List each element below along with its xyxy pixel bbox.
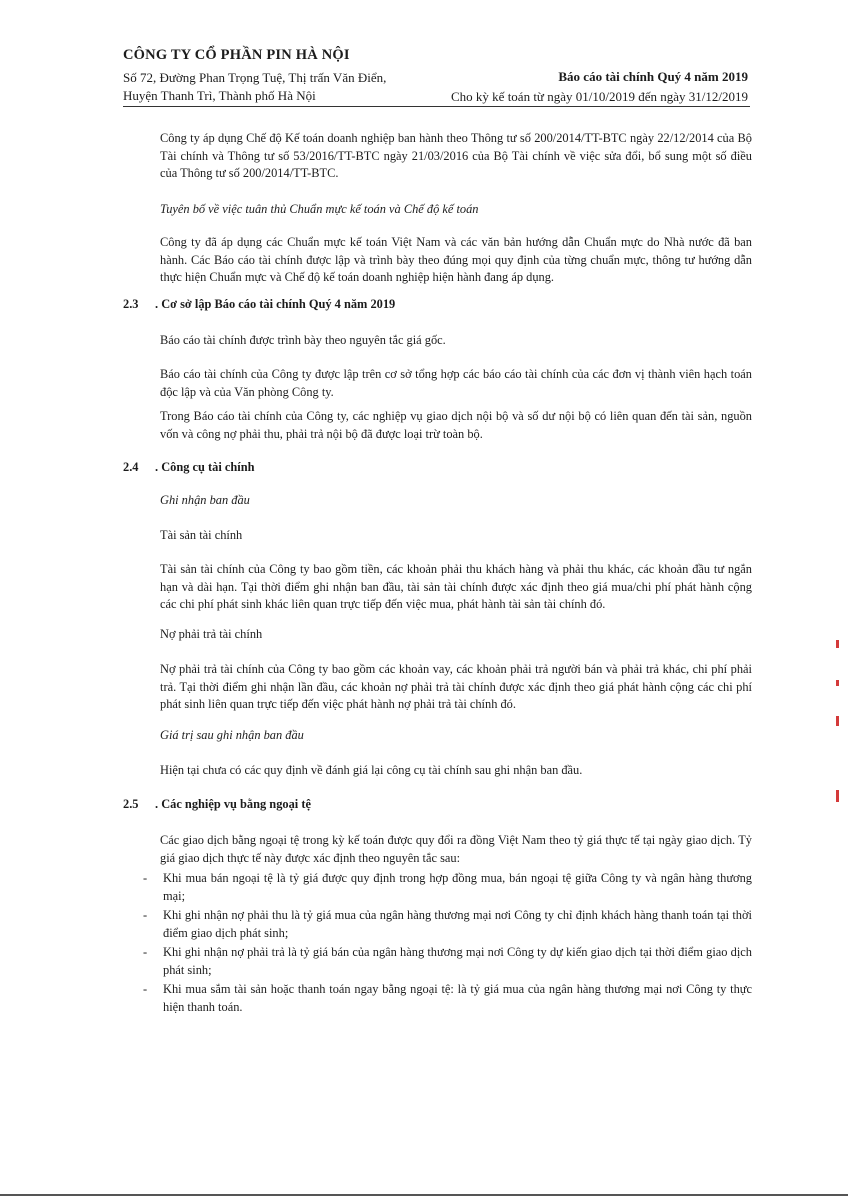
section-2-5-paragraph: Các giao dịch bằng ngoại tệ trong kỳ kế toán được quy đổi ra đồng Việt Nam theo tỷ giá thực tế tại ngày giao dịch. Tỷ giá giao dịch thực tế này được xác định theo nguyên tắc sau: [160, 833, 752, 865]
intro-paragraph-2: Công ty đã áp dụng các Chuẩn mực kế toán Việt Nam và các văn bản hướng dẫn Chuẩn mực do Nhà nước đã ban hành. Các Báo cáo tài chính được lập và trình bày theo đúng mọi quy định của từng chuẩn mực, thông tư hướng dẫn thực hiện Chuẩn mực và Chế độ kế toán doanh nghiệp hiện hành đang áp dụng. [160, 235, 752, 284]
section-title: . Các nghiệp vụ bằng ngoại tệ [155, 797, 311, 811]
list-item: - Khi ghi nhận nợ phải trả là tỷ giá bán của ngân hàng thương mại nơi Công ty dự kiến giao dịch tại thời điểm giao dịch phát sinh; [143, 944, 752, 979]
scan-margin-mark [836, 716, 839, 726]
intro-subheading: Tuyên bố về việc tuân thủ Chuẩn mực kế toán và Chế độ kế toán [160, 202, 479, 216]
header-divider [123, 106, 750, 107]
scan-bottom-edge [0, 1194, 848, 1196]
subheading-subsequent-value: Giá trị sau ghi nhận ban đầu [160, 728, 304, 742]
section-2-3-heading [123, 297, 395, 312]
subheading-financial-assets: Tài sản tài chính [160, 528, 243, 542]
list-item: - Khi ghi nhận nợ phải thu là tỷ giá mua của ngân hàng thương mại nơi Công ty chỉ định khách hàng thanh toán tại thời điểm giao dịch phát sinh; [143, 907, 752, 942]
list-item: - Khi mua bán ngoại tệ là tỷ giá được quy định trong hợp đồng mua, bán ngoại tệ giữa Công ty và ngân hàng thương mại; [143, 870, 752, 905]
section-number: 2.4 [123, 460, 139, 474]
subheading-initial-recognition: Ghi nhận ban đầu [160, 493, 250, 507]
subsequent-value-paragraph: Hiện tại chưa có các quy định về đánh giá lại công cụ tài chính sau ghi nhận ban đầu. [160, 763, 583, 777]
exchange-rate-bullet-list [143, 870, 752, 1018]
section-2-4-heading [123, 460, 255, 475]
scan-margin-mark [836, 680, 839, 686]
subheading-financial-liabilities: Nợ phải trả tài chính [160, 627, 263, 641]
section-2-3-paragraph-1: Báo cáo tài chính được trình bày theo nguyên tắc giá gốc. [160, 333, 446, 347]
section-2-3-paragraph-2: Báo cáo tài chính của Công ty được lập trên cơ sở tổng hợp các báo cáo tài chính của các đơn vị thành viên hạch toán độc lập và của Văn phòng Công ty. [160, 367, 752, 399]
company-address-line1: Số 72, Đường Phan Trọng Tuệ, Thị trấn Văn Điển, [123, 70, 387, 85]
section-2-5-heading [123, 797, 311, 812]
scan-margin-mark [836, 640, 839, 648]
financial-assets-paragraph: Tài sản tài chính của Công ty bao gồm tiền, các khoản phải thu khách hàng và phải thu khác, các khoản đầu tư ngắn hạn và dài hạn. Tại thời điểm ghi nhận ban đầu, tài sản tài chính được xác định theo giá mua/chi phí phát hành cộng các chi phí phát sinh khác liên quan trực tiếp đến việc mua, phát hành tài sản tài chính đó. [160, 562, 752, 611]
intro-paragraph-1: Công ty áp dụng Chế độ Kế toán doanh nghiệp ban hành theo Thông tư số 200/2014/TT-BTC ngày 22/12/2014 của Bộ Tài chính và Thông tư số 53/2016/TT-BTC ngày 21/03/2016 của Bộ Tài chính về việc sửa đổi, bổ sung một số điều của Thông tư số 200/2014/TT-BTC. [160, 131, 752, 180]
section-title: . Công cụ tài chính [155, 460, 255, 474]
company-name: CÔNG TY CỔ PHẦN PIN HÀ NỘI [123, 47, 350, 63]
report-title: Báo cáo tài chính Quý 4 năm 2019 [558, 69, 748, 84]
company-address-line2: Huyện Thanh Trì, Thành phố Hà Nội [123, 88, 316, 103]
section-number: 2.3 [123, 297, 139, 311]
list-item: - Khi mua sắm tài sản hoặc thanh toán ngay bằng ngoại tệ: là tỷ giá mua của ngân hàng thương mại nơi Công ty thực hiện thanh toán. [143, 981, 752, 1016]
report-period: Cho kỳ kế toán từ ngày 01/10/2019 đến ngày 31/12/2019 [451, 89, 748, 104]
section-number: 2.5 [123, 797, 139, 811]
section-2-3-paragraph-3: Trong Báo cáo tài chính của Công ty, các nghiệp vụ giao dịch nội bộ và số dư nội bộ có liên quan đến tài sản, nguồn vốn và công nợ phải thu, phải trả nội bộ đã được loại trừ toàn bộ. [160, 409, 752, 441]
section-title: . Cơ sở lập Báo cáo tài chính Quý 4 năm 2019 [155, 297, 396, 311]
scan-margin-mark [836, 790, 839, 802]
financial-liabilities-paragraph: Nợ phải trả tài chính của Công ty bao gồm các khoản vay, các khoản phải trả người bán và phải trả khác, chi phí phải trả. Tại thời điểm ghi nhận lần đầu, các khoản nợ phải trả tài chính được xác định theo giá phát hành cộng các chi phí phát sinh liên quan trực tiếp đến việc phát hành nợ phải trả tài chính đó. [160, 662, 752, 711]
